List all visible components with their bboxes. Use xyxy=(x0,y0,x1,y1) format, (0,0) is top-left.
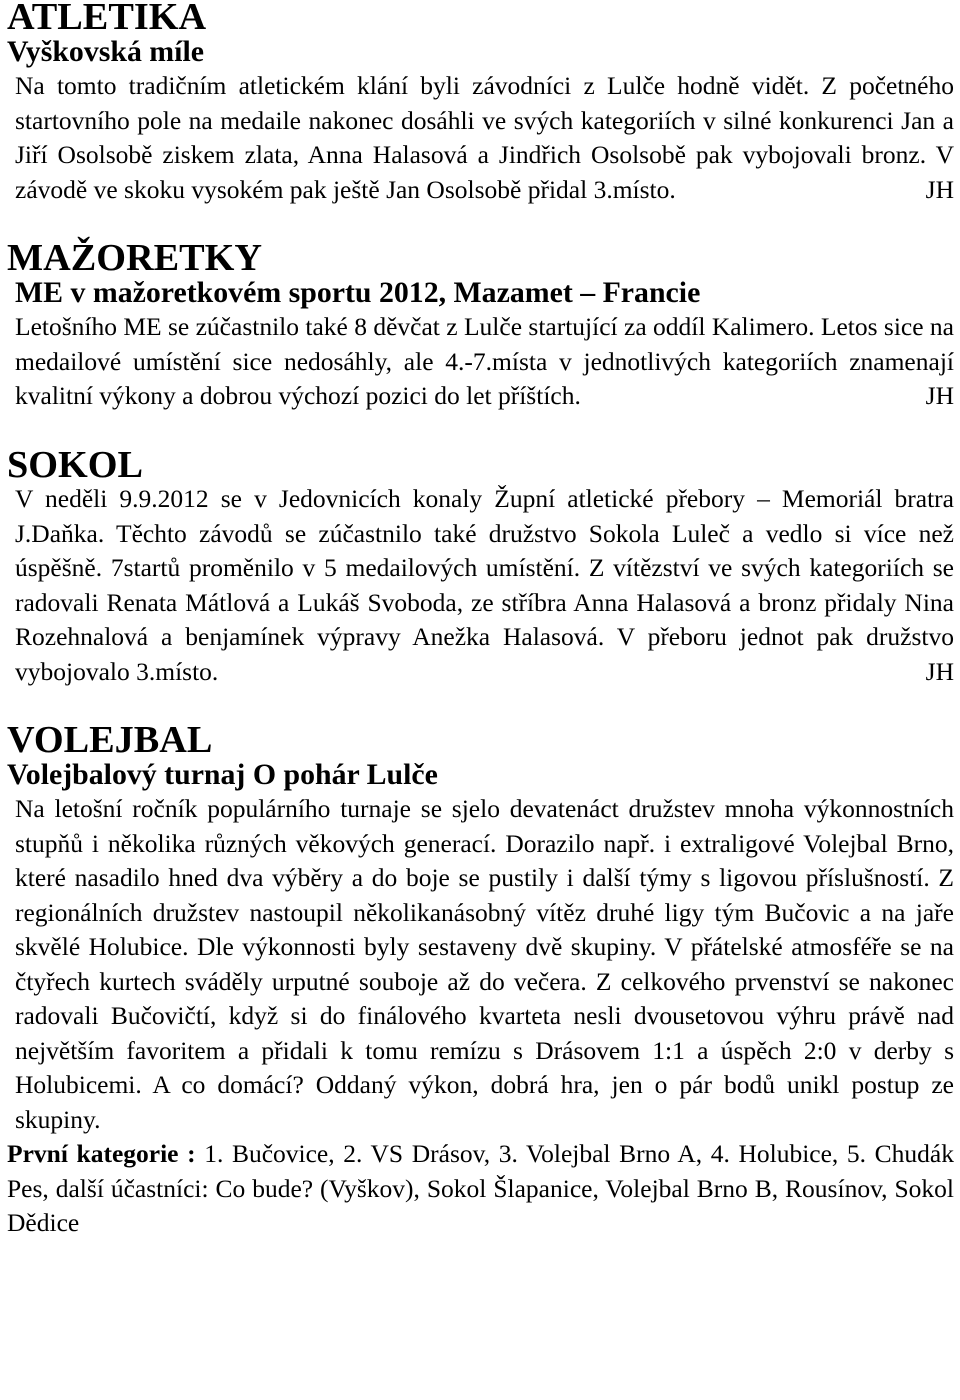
paragraph-volejbal: Na letošní ročník populárního turnaje se sjelo devatenáct družstev mnoha výkonnostních stupňů i několika různých věkových generací. Dorazilo např. i extraligové Volejbal Brno, které nasadilo hned dva výběry a do boje se pustily i další týmy s ligovou příslušností. Z regionálních družstev nastoupil několikanásobný vítěz druhé ligy tým Bučovic a na jaře skvělé Holubice. Dle výkonnosti byly sestaveny dvě skupiny. V přátelské atmosféře se na čtyřech kurtech sváděly urputné souboje až do večera. Z celkového prvenství se nakonec radovali Bučovičtí, když si do finálového kvarteta nesli dvousetovou výhru právě nad největším favoritem a přidali k tomu remízu s Drásovem 1:1 a úspěch 2:0 v derby s Holubicemi. A co domácí? Oddaný výkon, dobrá hra, jen o pár bodů unikl postup ze skupiny. xyxy=(15,794,954,1134)
spacer xyxy=(7,689,954,723)
section-sokol xyxy=(7,443,954,690)
category-label: První kategorie : xyxy=(7,1139,196,1168)
signature-sokol: JH xyxy=(925,656,954,686)
subtitle-volejbal-turnaj: Volejbalový turnaj O pohár Lulče xyxy=(7,757,438,791)
section-title-volejbal: VOLEJBAL xyxy=(7,719,213,761)
section-title-sokol: SOKOL xyxy=(7,443,144,486)
spacer xyxy=(7,207,954,241)
section-title-atletika: ATLETIKA xyxy=(7,0,207,38)
paragraph-sokol xyxy=(7,482,954,689)
category-results: 1. Bučovice, 2. VS Drásov, 3. Volejbal Brno A, 4. Holubice, 5. Chudák Pes, další účastníci: Co bude? (Vyškov), Sokol Šlapanice, Volejbal Brno B, Rousínov, Sokol Dědice xyxy=(7,1139,954,1237)
paragraph-mazoretky xyxy=(7,310,954,414)
paragraph-sokol-text: V neděli 9.9.2012 se v Jedovnicích konaly Župní atletické přebory – Memoriál bratra J.Daňka. Těchto závodů se zúčastnilo také družstvo Sokola Luleč a vedlo si více než úspěšně. 7startů proměnilo v 5 medailových umístění. Z vítězství ve svých kategoriích se radovali Renata Mátlová a Lukáš Svoboda, ze stříbra Anna Halasová a bronz přidaly Nina Rozehnalová a benjamínek výpravy Anežka Halasová. V přeboru jednot pak družstvo vybojovalo 3.místo. xyxy=(15,484,954,686)
subtitle-me-mazoretky: ME v mažoretkovém sportu 2012, Mazamet – Francie xyxy=(15,275,701,309)
signature-mazoretky: JH xyxy=(925,381,954,410)
paragraph-atletika xyxy=(7,69,954,207)
section-atletika xyxy=(7,0,954,207)
paragraph-atletika-text: Na tomto tradičním atletickém klání byli závodníci z Lulče hodně vidět. Z početného startovního pole na medaile nakonec dosáhli ve svých kategoriích v silné konkurenci Jan a Jiří Osolsobě ziskem zlata, Anna Halasová a Jindřich Osolsobě pak vybojovali bronz. V závodě ve skoku vysokém pak ještě Jan Osolsobě přidal 3.místo. xyxy=(15,71,954,204)
section-title-mazoretky: MAŽORETKY xyxy=(7,237,263,279)
section-mazoretky xyxy=(7,237,954,414)
section-volejbal xyxy=(7,719,954,1241)
paragraph-mazoretky-text: Letošního ME se zúčastnilo také 8 děvčat z Lulče startující za oddíl Kalimero. Letos sice na medailové umístění sice nedosáhly, ale 4.-7.místa v jednotlivých kategoriích znamenají kvalitní výkony a dobrou výchozí pozici do let příštích. xyxy=(15,312,954,410)
paragraph-vysledky xyxy=(7,1137,954,1241)
signature-atletika: JH xyxy=(925,174,954,204)
subtitle-vyskovska-mile: Vyškovská míle xyxy=(7,34,204,68)
spacer xyxy=(7,414,954,448)
